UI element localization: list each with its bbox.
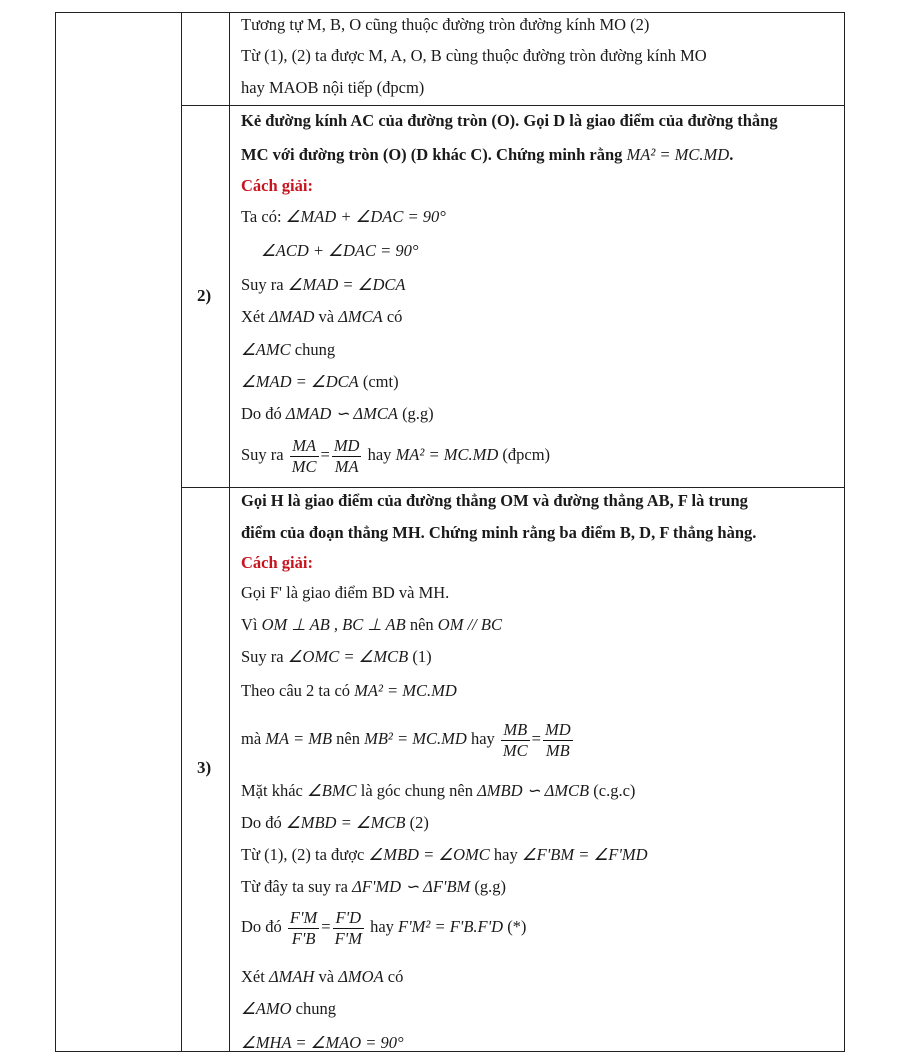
- text-line: Từ (1), (2) ta được M, A, O, B cùng thuộc đường tròn đường kính MO: [241, 46, 707, 65]
- text-line: Xét ΔMAD và ΔMCA có: [241, 307, 403, 326]
- text-line: Theo câu 2 ta có MA² = MC.MD: [241, 681, 457, 700]
- text-line: Suy ra ∠OMC = ∠MCB (1): [241, 647, 432, 666]
- fraction-line: mà MA = MB nên MB² = MC.MD hay $\frac{MB}{MC}$ = $\frac{MD}{MB}$: [241, 719, 571, 760]
- fraction: $\frac{MA}{MC}$: [291, 435, 317, 476]
- fraction: $\frac{F'M}{F'B}$: [289, 907, 318, 948]
- text-line: ∠MAD = ∠DCA (cmt): [241, 372, 399, 391]
- problem-statement: MC với đường tròn (O) (D khác C). Chứng minh rằng MA² = MC.MD.: [241, 145, 734, 164]
- text-line: Từ đây ta suy ra ΔF'MD ∽ ΔF'BM (g.g): [241, 877, 507, 896]
- solution-heading: Cách giải:: [241, 553, 313, 572]
- fraction: $\frac{MD}{MA}$: [333, 435, 360, 476]
- question-number: 2): [197, 286, 212, 305]
- text-line: ∠MHA = ∠MAO = 90°: [241, 1033, 404, 1052]
- column-divider-right: [229, 13, 230, 1051]
- fraction-line: Suy ra $\frac{MA}{MC}$ = $\frac{MD}{MA}$ hay MA² = MC.MD (đpcm): [241, 435, 551, 476]
- row-divider-2: [181, 487, 844, 488]
- text-line: Gọi F' là giao điểm BD và MH.: [241, 583, 450, 602]
- solution-heading: Cách giải:: [241, 176, 313, 195]
- row-divider-1: [181, 105, 844, 106]
- text-line: Vì OM ⊥ AB , BC ⊥ AB nên OM // BC: [241, 615, 502, 634]
- text-line: Suy ra ∠MAD = ∠DCA: [241, 275, 406, 294]
- text-line: ∠AMO chung: [241, 999, 336, 1018]
- text-line: Từ (1), (2) ta được ∠MBD = ∠OMC hay ∠F'BM = ∠F'MD: [241, 845, 648, 864]
- text-line: ∠ACD + ∠DAC = 90°: [261, 241, 419, 260]
- text-line: Tương tự M, B, O cũng thuộc đường tròn đường kính MO (2): [241, 15, 650, 34]
- text-line: Do đó ΔMAD ∽ ΔMCA (g.g): [241, 404, 434, 423]
- text-line: ∠AMC chung: [241, 340, 336, 359]
- question-number: 3): [197, 758, 212, 777]
- fraction-line: Do đó $\frac{F'M}{F'B}$ = $\frac{F'D}{F'M}$ hay F'M² = F'B.F'D (*): [241, 907, 527, 948]
- text-line: Do đó ∠MBD = ∠MCB (2): [241, 813, 429, 832]
- fraction: $\frac{MD}{MB}$: [544, 719, 571, 760]
- problem-statement: điểm của đoạn thẳng MH. Chứng minh rằng ba điểm B, D, F thẳng hàng.: [241, 523, 757, 542]
- column-divider-left: [181, 13, 182, 1051]
- problem-statement: Kẻ đường kính AC của đường tròn (O). Gọi D là giao điểm của đường thẳng: [241, 111, 778, 130]
- text-line: Xét ΔMAH và ΔMOA có: [241, 967, 404, 986]
- fraction: $\frac{MB}{MC}$: [502, 719, 528, 760]
- solution-table: [55, 12, 845, 1052]
- fraction: $\frac{F'D}{F'M}$: [334, 907, 362, 948]
- text-line: Ta có: ∠MAD + ∠DAC = 90°: [241, 207, 446, 226]
- text-line: hay MAOB nội tiếp (đpcm): [241, 78, 425, 97]
- text-line: Mặt khác ∠BMC là góc chung nên ΔMBD ∽ ΔMCB (c.g.c): [241, 781, 636, 800]
- problem-statement: Gọi H là giao điểm của đường thẳng OM và đường thẳng AB, F là trung: [241, 491, 748, 510]
